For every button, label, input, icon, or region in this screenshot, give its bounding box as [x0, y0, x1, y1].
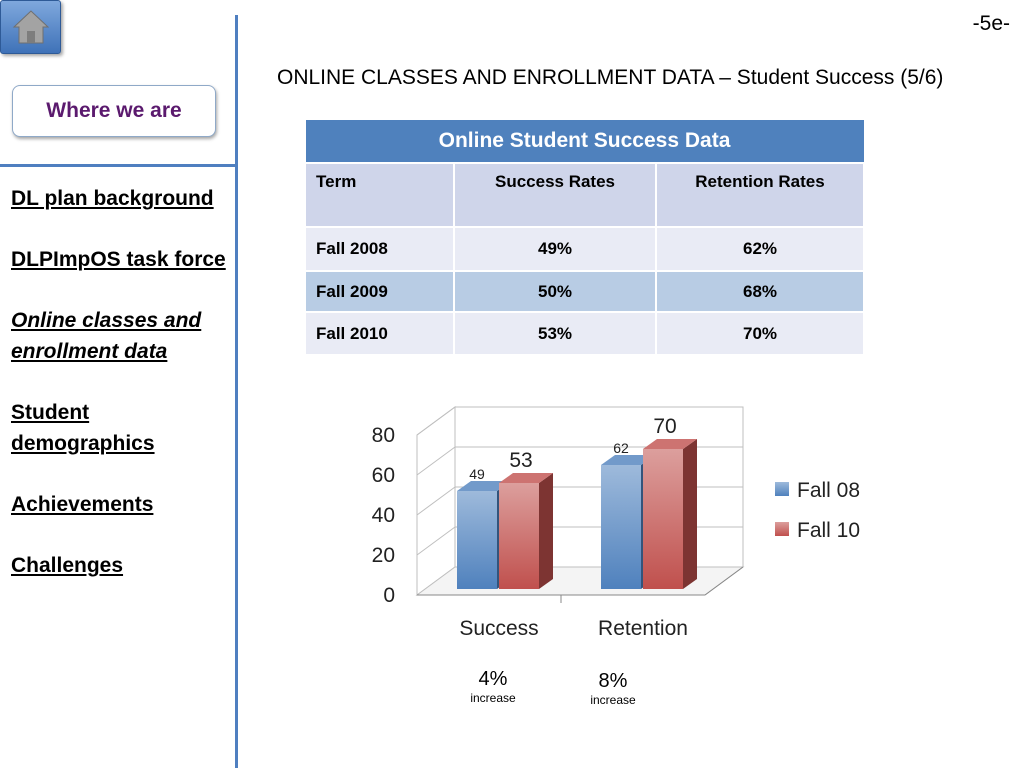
home-icon — [11, 7, 51, 47]
home-button[interactable] — [0, 0, 61, 54]
page-number: -5e- — [972, 12, 1010, 35]
nav-dlpimpos-task-force[interactable]: DLPImpOS task force — [11, 248, 226, 271]
y-tick-label: 40 — [371, 504, 395, 527]
table-row — [305, 271, 864, 312]
x-tick-label: Success — [459, 617, 539, 640]
nav-online-classes[interactable]: Online classes and enrollment data — [11, 309, 202, 363]
nav-student-demographics[interactable]: Student demographics — [11, 401, 155, 455]
legend-swatch — [775, 522, 789, 536]
table-cell: 68% — [656, 271, 864, 312]
sidebar-nav — [11, 183, 233, 611]
bar — [643, 449, 683, 589]
success-data-table — [304, 119, 865, 356]
column-header: Retention Rates — [656, 163, 864, 227]
legend-label: Fall 10 — [797, 519, 861, 542]
column-header: Term — [305, 163, 454, 227]
retention-increase-note — [568, 670, 658, 707]
data-label: 49 — [469, 466, 485, 482]
increase-percent: 4% — [478, 668, 508, 690]
data-label: 53 — [509, 449, 533, 472]
nav-challenges[interactable]: Challenges — [11, 554, 124, 577]
bar-side — [683, 439, 697, 589]
increase-label: increase — [590, 693, 636, 707]
increase-label: increase — [470, 691, 516, 705]
y-tick-label: 60 — [371, 464, 395, 487]
legend-swatch — [775, 482, 789, 496]
sidebar-divider-vertical — [235, 15, 238, 768]
y-tick-label: 20 — [371, 544, 395, 567]
nav-dl-plan-background[interactable]: DL plan background — [11, 187, 214, 210]
column-header: Success Rates — [454, 163, 656, 227]
y-tick-label: 80 — [371, 424, 395, 447]
where-we-are-button[interactable]: Where we are — [12, 85, 216, 137]
success-increase-note — [448, 668, 538, 705]
table-header-row — [305, 163, 864, 227]
x-tick-label: Retention — [598, 617, 688, 640]
table-cell: Fall 2008 — [305, 227, 454, 271]
table-caption: Online Student Success Data — [305, 120, 864, 164]
bar — [601, 465, 641, 589]
increase-percent: 8% — [598, 670, 628, 692]
table-cell: 53% — [454, 312, 656, 355]
data-label: 62 — [613, 440, 629, 456]
data-label: 70 — [653, 415, 677, 438]
table-cell: 62% — [656, 227, 864, 271]
table-row — [305, 312, 864, 355]
bar — [499, 483, 539, 589]
table-cell: 70% — [656, 312, 864, 355]
table-cell: 49% — [454, 227, 656, 271]
nav-achievements[interactable]: Achievements — [11, 493, 154, 516]
table-cell: 50% — [454, 271, 656, 312]
bar-side — [539, 473, 553, 589]
legend-label: Fall 08 — [797, 479, 861, 502]
sidebar-divider-horizontal — [0, 164, 238, 167]
table-cell: Fall 2010 — [305, 312, 454, 355]
slide-title: ONLINE CLASSES AND ENROLLMENT DATA – Student Success (5/6) — [277, 66, 944, 89]
y-tick-label: 0 — [383, 584, 395, 607]
table-row — [305, 227, 864, 271]
bar — [457, 491, 497, 589]
table-cell: Fall 2009 — [305, 271, 454, 312]
success-retention-chart — [355, 395, 875, 655]
